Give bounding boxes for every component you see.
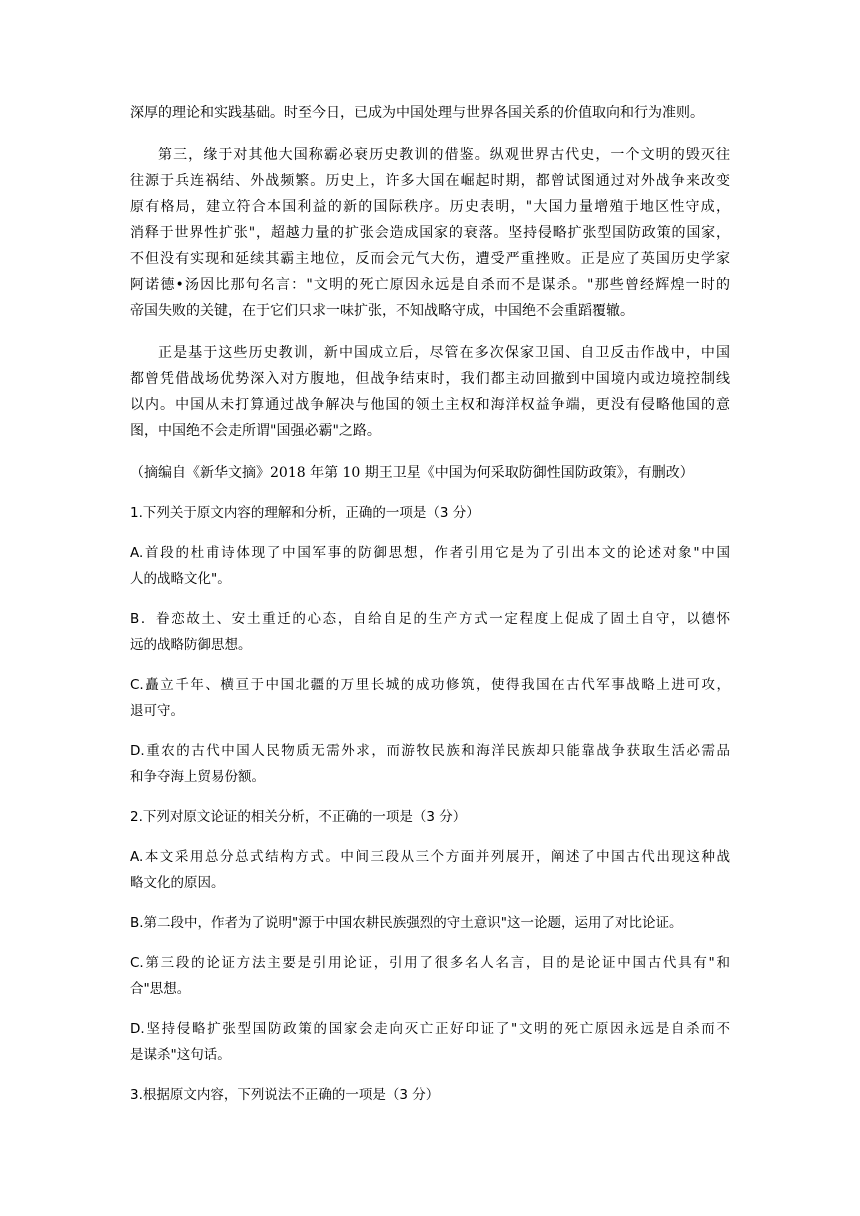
option-line: B.第二段中，作者为了说明"源于中国农耕民族强烈的守土意识"这一论题，运用了对比论证。 [130, 915, 683, 931]
option-d [130, 1016, 730, 1068]
text-line: 以内。中国从未打算通过战争解决与他国的领土主权和海洋权益争端，更没有侵略他国的意 [130, 397, 730, 413]
text-line: 第三，缘于对其他大国称霸必衰历史教训的借鉴。纵观世界古代史，一个文明的毁灭往 [158, 147, 730, 163]
option-line: 人的战略文化"。 [130, 571, 231, 587]
option-d [130, 738, 730, 790]
text-line: 帝国失败的关键，在于它们只求一味扩张，不知战略守成，中国绝不会重蹈覆辙。 [130, 303, 634, 319]
text-line: 消释于世界性扩张"，超越力量的扩张会造成国家的衰落。坚持侵略扩张型国防政策的国家， [130, 225, 730, 241]
passage-paragraph-1 [130, 142, 730, 324]
option-b [130, 910, 730, 936]
option-line: A.首段的杜甫诗体现了中国军事的防御思想，作者引用它是为了引出本文的论述对象"中国 [130, 545, 730, 561]
passage-paragraph-0 [130, 100, 730, 126]
text-line: 图，中国绝不会走所谓"国强必霸"之路。 [130, 423, 381, 439]
option-a [130, 844, 730, 896]
question-stem: 1.下列关于原文内容的理解和分析，正确的一项是（3 分） [130, 505, 480, 521]
option-line: 略文化的原因。 [130, 875, 225, 891]
option-line: B．眷恋故土、安土重迁的心态，自给自足的生产方式一定程度上促成了固土自守，以德怀 [130, 611, 730, 627]
option-line: 退可守。 [130, 703, 184, 719]
option-line: D.坚持侵略扩张型国防政策的国家会走向灭亡正好印证了"文明的死亡原因永远是自杀而不 [130, 1021, 730, 1037]
option-line: C.矗立千年、横亘于中国北疆的万里长城的成功修筑，使得我国在古代军事战略上进可攻， [130, 677, 730, 693]
text-line: 不但没有实现和延续其霸主地位，反而会元气大伤，遭受严重挫败。正是应了英国历史学家 [130, 251, 730, 267]
option-c [130, 950, 730, 1002]
source-citation: （摘编自《新华文摘》2018 年第 10 期王卫星《中国为何采取防御性国防政策》，有删改） [130, 465, 694, 481]
question-1 [130, 500, 730, 790]
question-stem: 2.下列对原文论证的相关分析，不正确的一项是（3 分） [130, 809, 467, 825]
option-c [130, 672, 730, 724]
text-line: 原有格局，建立符合本国利益的新的国际秩序。历史表明，"大国力量增殖于地区性守成， [130, 199, 730, 215]
option-line: A.本文采用总分总式结构方式。中间三段从三个方面并列展开，阐述了中国古代出现这种战 [130, 849, 730, 865]
text-line: 深厚的理论和实践基础。时至今日，已成为中国处理与世界各国关系的价值取向和行为准则。 [130, 105, 704, 121]
passage-paragraph-2 [130, 340, 730, 444]
question-3 [130, 1082, 730, 1108]
option-line: 和争夺海上贸易份额。 [130, 769, 265, 785]
text-line: 往源于兵连祸结、外战频繁。历史上，许多大国在崛起时期，都曾试图通过对外战争来改变 [130, 173, 730, 189]
option-line: 是谋杀"这句话。 [130, 1047, 231, 1063]
option-line: C.第三段的论证方法主要是引用论证，引用了很多名人名言，目的是论证中国古代具有"和 [130, 955, 730, 971]
text-line: 正是基于这些历史教训，新中国成立后，尽管在多次保家卫国、自卫反击作战中，中国 [158, 345, 730, 361]
text-line: 阿诺德•汤因比那句名言："文明的死亡原因永远是自杀而不是谋杀。"那些曾经辉煌一时的 [130, 277, 730, 293]
question-stem: 3.根据原文内容，下列说法不正确的一项是（3 分） [130, 1087, 440, 1103]
text-line: 都曾凭借战场优势深入对方腹地，但战争结束时，我们都主动回撤到中国境内或边境控制线 [130, 371, 730, 387]
option-a [130, 540, 730, 592]
option-line: D.重农的古代中国人民物质无需外求，而游牧民族和海洋民族却只能靠战争获取生活必需品 [130, 743, 730, 759]
option-line: 远的战略防御思想。 [130, 637, 252, 653]
option-b [130, 606, 730, 658]
question-2 [130, 804, 730, 1068]
option-line: 合"思想。 [130, 981, 191, 997]
